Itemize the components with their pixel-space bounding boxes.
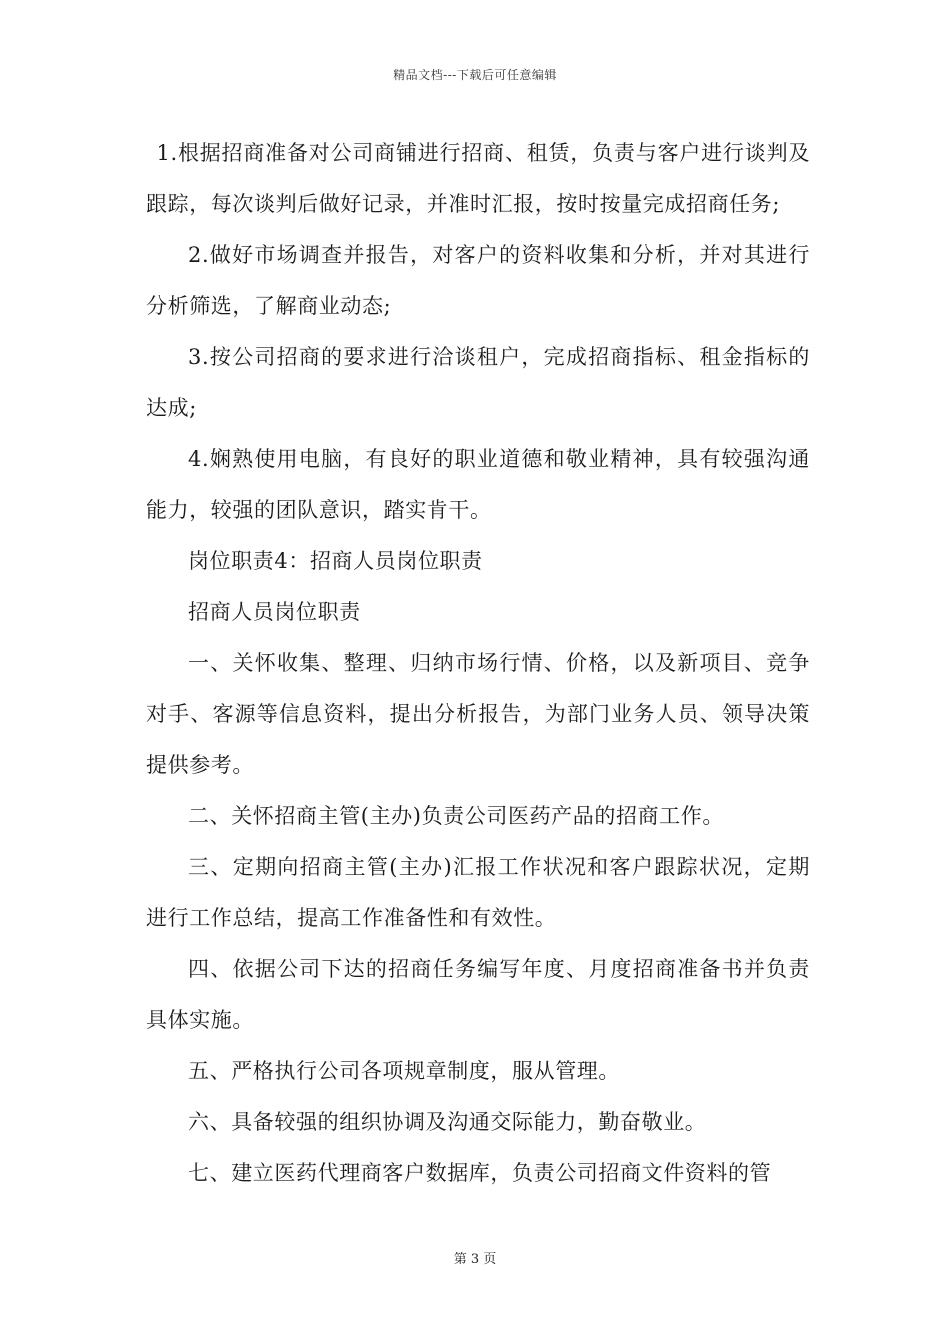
duty-item-3: 三、定期向招商主管(主办)汇报工作状况和客户跟踪状况，定期进行工作总结，提高工作准备性和有效性。 xyxy=(146,855,810,930)
duty-item-1: 一、关怀收集、整理、归纳市场行情、价格，以及新项目、竞争对手、客源等信息资料，提出分析报告，为部门业务人员、领导决策提供参考。 xyxy=(146,651,810,777)
paragraph-item-1: 1.根据招商准备对公司商铺进行招商、租赁，负责与客户进行谈判及跟踪，每次谈判后做好记录，并准时汇报，按时按量完成招商任务; xyxy=(146,141,810,216)
duty-item-2: 二、关怀招商主管(主办)负责公司医药产品的招商工作。 xyxy=(188,804,724,828)
duty-item-5: 五、严格执行公司各项规章制度，服从管理。 xyxy=(188,1059,620,1083)
duty-item-6: 六、具备较强的组织协调及沟通交际能力，勤奋敬业。 xyxy=(188,1110,707,1134)
paragraph-item-2: 2.做好市场调查并报告，对客户的资料收集和分析，并对其进行分析筛选，了解商业动态; xyxy=(146,243,810,318)
duty-item-7: 七、建立医药代理商客户数据库，负责公司招商文件资料的管 xyxy=(188,1161,772,1185)
section-heading: 岗位职责4：招商人员岗位职责 xyxy=(188,549,483,573)
section-subheading: 招商人员岗位职责 xyxy=(188,600,361,624)
page-number: 第 3 页 xyxy=(453,1252,497,1267)
document-body xyxy=(146,128,810,1199)
duty-item-4: 四、依据公司下达的招商任务编写年度、月度招商准备书并负责具体实施。 xyxy=(146,957,810,1032)
page-header: 精品文档---下载后可任意编辑 xyxy=(393,68,557,82)
paragraph-item-4: 4.娴熟使用电脑，有良好的职业道德和敬业精神，具有较强沟通能力，较强的团队意识，踏实肯干。 xyxy=(146,447,810,522)
paragraph-item-3: 3.按公司招商的要求进行洽谈租户，完成招商指标、租金指标的达成; xyxy=(146,345,810,420)
